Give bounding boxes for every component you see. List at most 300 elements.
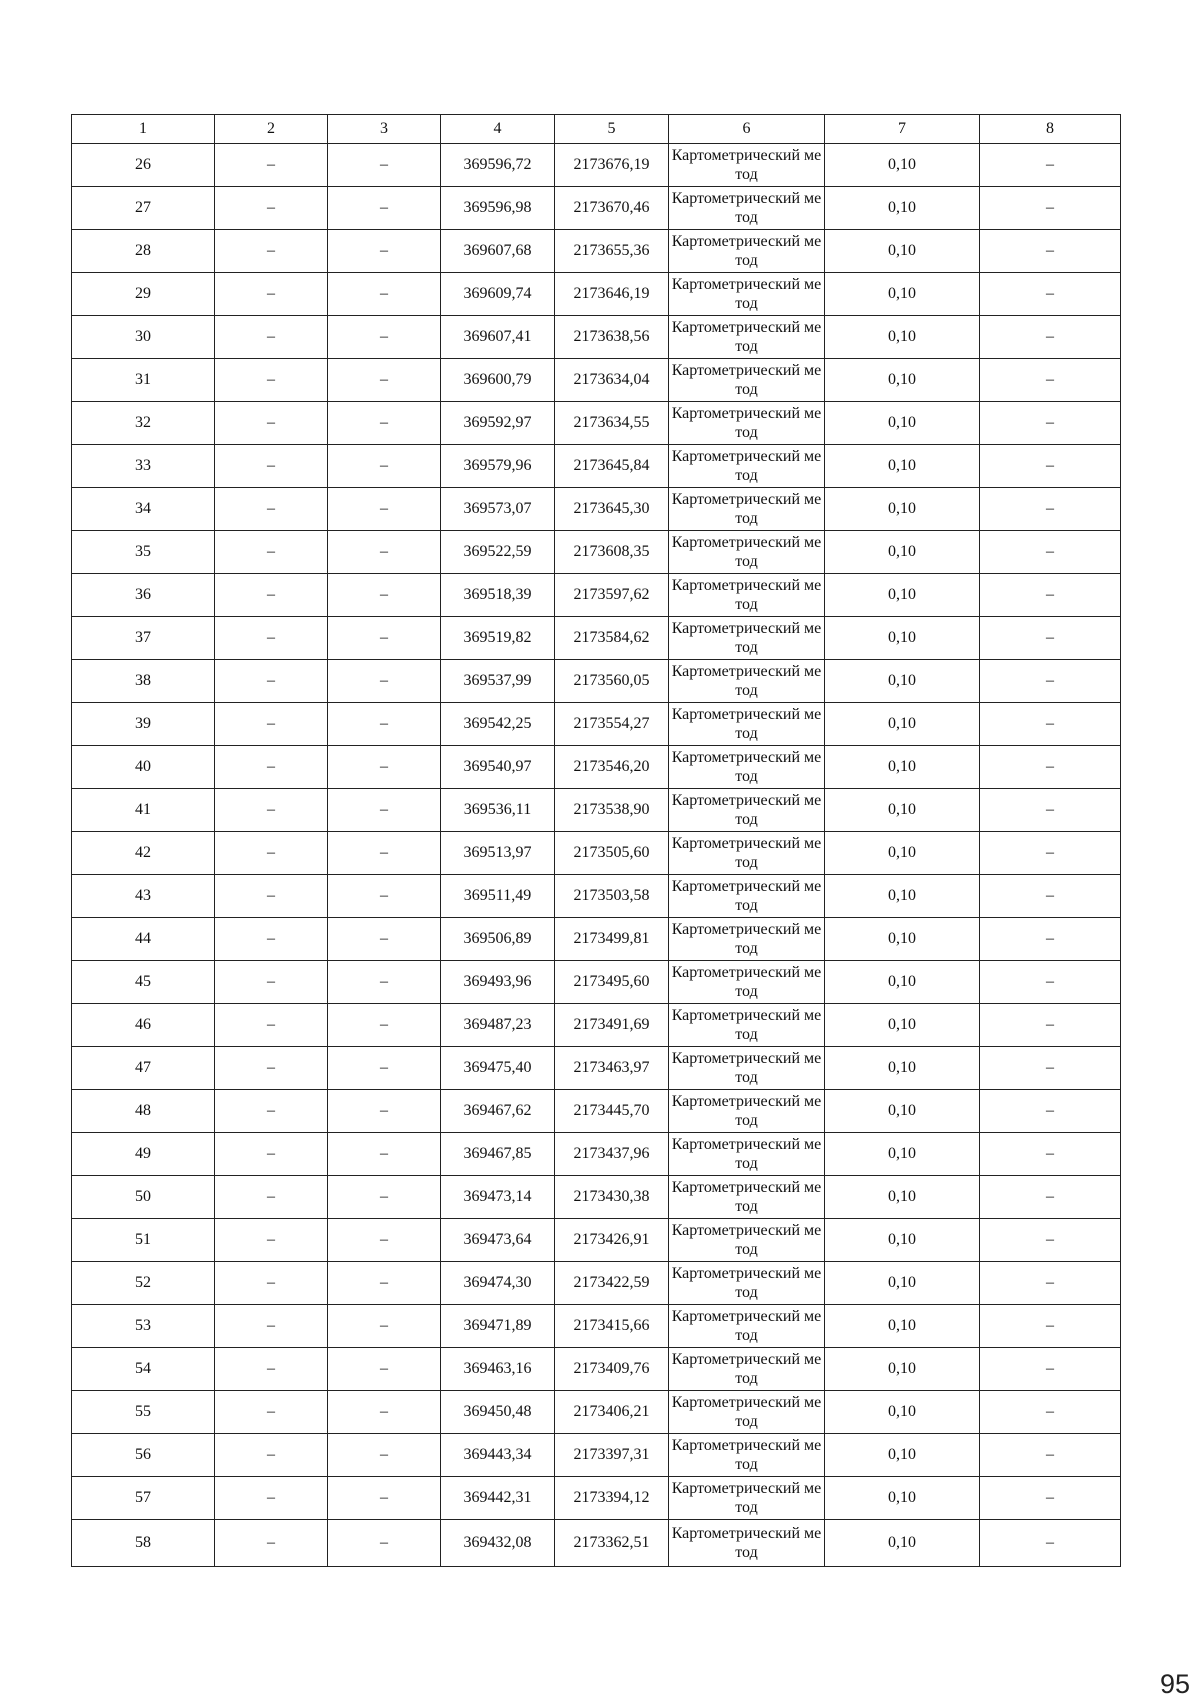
y-coordinate-cell: 2173499,81 (555, 918, 669, 961)
accuracy-cell: 0,10 (825, 875, 980, 918)
col8-value-cell: – (980, 1520, 1121, 1567)
y-coordinate-cell: 2173538,90 (555, 789, 669, 832)
column-header: 3 (328, 115, 441, 144)
col2-value-cell: – (215, 617, 328, 660)
col8-value-cell: – (980, 875, 1121, 918)
x-coordinate-cell: 369536,11 (441, 789, 555, 832)
x-coordinate-cell: 369493,96 (441, 961, 555, 1004)
point-number-cell: 57 (72, 1477, 215, 1520)
column-header: 8 (980, 115, 1121, 144)
method-cell: Картометрический метод (669, 488, 825, 531)
col2-value-cell: – (215, 1176, 328, 1219)
point-number-cell: 51 (72, 1219, 215, 1262)
accuracy-cell: 0,10 (825, 1520, 980, 1567)
col2-value-cell: – (215, 359, 328, 402)
method-cell: Картометрический метод (669, 703, 825, 746)
x-coordinate-cell: 369609,74 (441, 273, 555, 316)
col3-value-cell: – (328, 1176, 441, 1219)
col8-value-cell: – (980, 402, 1121, 445)
col2-value-cell: – (215, 1520, 328, 1567)
col2-value-cell: – (215, 1004, 328, 1047)
x-coordinate-cell: 369467,85 (441, 1133, 555, 1176)
point-number-cell: 42 (72, 832, 215, 875)
header-row (72, 115, 1121, 144)
col8-value-cell: – (980, 1348, 1121, 1391)
col8-value-cell: – (980, 1391, 1121, 1434)
table-row (72, 1133, 1121, 1176)
col8-value-cell: – (980, 144, 1121, 187)
table-row (72, 531, 1121, 574)
method-cell: Картометрический метод (669, 789, 825, 832)
table-row (72, 402, 1121, 445)
col3-value-cell: – (328, 144, 441, 187)
col3-value-cell: – (328, 918, 441, 961)
y-coordinate-cell: 2173409,76 (555, 1348, 669, 1391)
x-coordinate-cell: 369579,96 (441, 445, 555, 488)
point-number-cell: 55 (72, 1391, 215, 1434)
method-cell: Картометрический метод (669, 402, 825, 445)
x-coordinate-cell: 369537,99 (441, 660, 555, 703)
accuracy-cell: 0,10 (825, 488, 980, 531)
method-cell: Картометрический метод (669, 1434, 825, 1477)
col2-value-cell: – (215, 961, 328, 1004)
point-number-cell: 28 (72, 230, 215, 273)
method-cell: Картометрический метод (669, 574, 825, 617)
table-row (72, 617, 1121, 660)
col2-value-cell: – (215, 1477, 328, 1520)
accuracy-cell: 0,10 (825, 1047, 980, 1090)
accuracy-cell: 0,10 (825, 1004, 980, 1047)
x-coordinate-cell: 369511,49 (441, 875, 555, 918)
col3-value-cell: – (328, 273, 441, 316)
x-coordinate-cell: 369475,40 (441, 1047, 555, 1090)
table-row (72, 574, 1121, 617)
table-row (72, 918, 1121, 961)
point-number-cell: 32 (72, 402, 215, 445)
x-coordinate-cell: 369506,89 (441, 918, 555, 961)
col2-value-cell: – (215, 1262, 328, 1305)
y-coordinate-cell: 2173394,12 (555, 1477, 669, 1520)
col2-value-cell: – (215, 789, 328, 832)
table-row (72, 1348, 1121, 1391)
col3-value-cell: – (328, 1348, 441, 1391)
table-row (72, 1520, 1121, 1567)
x-coordinate-cell: 369487,23 (441, 1004, 555, 1047)
table-row (72, 1305, 1121, 1348)
col3-value-cell: – (328, 316, 441, 359)
table-row (72, 1047, 1121, 1090)
y-coordinate-cell: 2173437,96 (555, 1133, 669, 1176)
accuracy-cell: 0,10 (825, 1262, 980, 1305)
y-coordinate-cell: 2173584,62 (555, 617, 669, 660)
table-row (72, 832, 1121, 875)
col8-value-cell: – (980, 703, 1121, 746)
point-number-cell: 58 (72, 1520, 215, 1567)
col3-value-cell: – (328, 488, 441, 531)
y-coordinate-cell: 2173503,58 (555, 875, 669, 918)
y-coordinate-cell: 2173430,38 (555, 1176, 669, 1219)
col2-value-cell: – (215, 273, 328, 316)
point-number-cell: 26 (72, 144, 215, 187)
y-coordinate-cell: 2173445,70 (555, 1090, 669, 1133)
table-row (72, 187, 1121, 230)
col2-value-cell: – (215, 1133, 328, 1176)
col8-value-cell: – (980, 273, 1121, 316)
table-row (72, 144, 1121, 187)
method-cell: Картометрический метод (669, 1477, 825, 1520)
y-coordinate-cell: 2173546,20 (555, 746, 669, 789)
accuracy-cell: 0,10 (825, 1305, 980, 1348)
table-row (72, 1176, 1121, 1219)
point-number-cell: 47 (72, 1047, 215, 1090)
point-number-cell: 54 (72, 1348, 215, 1391)
x-coordinate-cell: 369542,25 (441, 703, 555, 746)
col2-value-cell: – (215, 918, 328, 961)
col3-value-cell: – (328, 359, 441, 402)
y-coordinate-cell: 2173634,04 (555, 359, 669, 402)
col2-value-cell: – (215, 703, 328, 746)
method-cell: Картометрический метод (669, 230, 825, 273)
method-cell: Картометрический метод (669, 1133, 825, 1176)
table-row (72, 1477, 1121, 1520)
y-coordinate-cell: 2173397,31 (555, 1434, 669, 1477)
point-number-cell: 33 (72, 445, 215, 488)
col8-value-cell: – (980, 187, 1121, 230)
col8-value-cell: – (980, 1004, 1121, 1047)
method-cell: Картометрический метод (669, 746, 825, 789)
point-number-cell: 31 (72, 359, 215, 402)
col8-value-cell: – (980, 1176, 1121, 1219)
table-row (72, 961, 1121, 1004)
x-coordinate-cell: 369573,07 (441, 488, 555, 531)
point-number-cell: 52 (72, 1262, 215, 1305)
x-coordinate-cell: 369474,30 (441, 1262, 555, 1305)
col8-value-cell: – (980, 1219, 1121, 1262)
x-coordinate-cell: 369471,89 (441, 1305, 555, 1348)
accuracy-cell: 0,10 (825, 187, 980, 230)
point-number-cell: 50 (72, 1176, 215, 1219)
accuracy-cell: 0,10 (825, 316, 980, 359)
col2-value-cell: – (215, 660, 328, 703)
point-number-cell: 56 (72, 1434, 215, 1477)
table-row (72, 789, 1121, 832)
col3-value-cell: – (328, 1434, 441, 1477)
x-coordinate-cell: 369607,68 (441, 230, 555, 273)
y-coordinate-cell: 2173655,36 (555, 230, 669, 273)
col8-value-cell: – (980, 961, 1121, 1004)
method-cell: Картометрический метод (669, 531, 825, 574)
method-cell: Картометрический метод (669, 1219, 825, 1262)
accuracy-cell: 0,10 (825, 746, 980, 789)
accuracy-cell: 0,10 (825, 789, 980, 832)
accuracy-cell: 0,10 (825, 359, 980, 402)
y-coordinate-cell: 2173463,97 (555, 1047, 669, 1090)
point-number-cell: 45 (72, 961, 215, 1004)
col3-value-cell: – (328, 574, 441, 617)
col2-value-cell: – (215, 445, 328, 488)
x-coordinate-cell: 369518,39 (441, 574, 555, 617)
accuracy-cell: 0,10 (825, 230, 980, 273)
col8-value-cell: – (980, 1133, 1121, 1176)
x-coordinate-cell: 369596,98 (441, 187, 555, 230)
method-cell: Картометрический метод (669, 1090, 825, 1133)
table-row (72, 703, 1121, 746)
col2-value-cell: – (215, 488, 328, 531)
method-cell: Картометрический метод (669, 1305, 825, 1348)
col3-value-cell: – (328, 1391, 441, 1434)
y-coordinate-cell: 2173670,46 (555, 187, 669, 230)
method-cell: Картометрический метод (669, 445, 825, 488)
accuracy-cell: 0,10 (825, 144, 980, 187)
col3-value-cell: – (328, 1090, 441, 1133)
table-row (72, 445, 1121, 488)
point-number-cell: 35 (72, 531, 215, 574)
column-header: 5 (555, 115, 669, 144)
method-cell: Картометрический метод (669, 660, 825, 703)
y-coordinate-cell: 2173560,05 (555, 660, 669, 703)
col3-value-cell: – (328, 1477, 441, 1520)
col2-value-cell: – (215, 746, 328, 789)
column-header: 7 (825, 115, 980, 144)
accuracy-cell: 0,10 (825, 1477, 980, 1520)
y-coordinate-cell: 2173362,51 (555, 1520, 669, 1567)
method-cell: Картометрический метод (669, 617, 825, 660)
x-coordinate-cell: 369513,97 (441, 832, 555, 875)
table-row (72, 488, 1121, 531)
accuracy-cell: 0,10 (825, 961, 980, 1004)
col3-value-cell: – (328, 1004, 441, 1047)
col8-value-cell: – (980, 359, 1121, 402)
x-coordinate-cell: 369607,41 (441, 316, 555, 359)
table-row (72, 1434, 1121, 1477)
col8-value-cell: – (980, 1477, 1121, 1520)
col2-value-cell: – (215, 531, 328, 574)
method-cell: Картометрический метод (669, 961, 825, 1004)
y-coordinate-cell: 2173406,21 (555, 1391, 669, 1434)
accuracy-cell: 0,10 (825, 617, 980, 660)
col2-value-cell: – (215, 1090, 328, 1133)
col3-value-cell: – (328, 187, 441, 230)
x-coordinate-cell: 369432,08 (441, 1520, 555, 1567)
x-coordinate-cell: 369600,79 (441, 359, 555, 402)
accuracy-cell: 0,10 (825, 1434, 980, 1477)
accuracy-cell: 0,10 (825, 1176, 980, 1219)
table-row (72, 660, 1121, 703)
y-coordinate-cell: 2173505,60 (555, 832, 669, 875)
col8-value-cell: – (980, 230, 1121, 273)
y-coordinate-cell: 2173597,62 (555, 574, 669, 617)
col3-value-cell: – (328, 531, 441, 574)
col3-value-cell: – (328, 875, 441, 918)
col2-value-cell: – (215, 1219, 328, 1262)
point-number-cell: 29 (72, 273, 215, 316)
y-coordinate-cell: 2173645,84 (555, 445, 669, 488)
col8-value-cell: – (980, 832, 1121, 875)
col2-value-cell: – (215, 1434, 328, 1477)
y-coordinate-cell: 2173554,27 (555, 703, 669, 746)
col2-value-cell: – (215, 1305, 328, 1348)
col8-value-cell: – (980, 531, 1121, 574)
accuracy-cell: 0,10 (825, 832, 980, 875)
col2-value-cell: – (215, 187, 328, 230)
y-coordinate-cell: 2173634,55 (555, 402, 669, 445)
table-row (72, 875, 1121, 918)
method-cell: Картометрический метод (669, 316, 825, 359)
table-row (72, 316, 1121, 359)
col2-value-cell: – (215, 402, 328, 445)
x-coordinate-cell: 369592,97 (441, 402, 555, 445)
point-number-cell: 43 (72, 875, 215, 918)
col8-value-cell: – (980, 1434, 1121, 1477)
x-coordinate-cell: 369596,72 (441, 144, 555, 187)
col3-value-cell: – (328, 1262, 441, 1305)
y-coordinate-cell: 2173645,30 (555, 488, 669, 531)
col3-value-cell: – (328, 1133, 441, 1176)
method-cell: Картометрический метод (669, 1262, 825, 1305)
col2-value-cell: – (215, 1391, 328, 1434)
point-number-cell: 44 (72, 918, 215, 961)
table-row (72, 1090, 1121, 1133)
col3-value-cell: – (328, 703, 441, 746)
x-coordinate-cell: 369540,97 (441, 746, 555, 789)
col3-value-cell: – (328, 617, 441, 660)
col8-value-cell: – (980, 1262, 1121, 1305)
column-header: 2 (215, 115, 328, 144)
x-coordinate-cell: 369450,48 (441, 1391, 555, 1434)
method-cell: Картометрический метод (669, 273, 825, 316)
accuracy-cell: 0,10 (825, 1090, 980, 1133)
column-header: 4 (441, 115, 555, 144)
col2-value-cell: – (215, 316, 328, 359)
x-coordinate-cell: 369473,14 (441, 1176, 555, 1219)
col3-value-cell: – (328, 1219, 441, 1262)
col8-value-cell: – (980, 1090, 1121, 1133)
table-row (72, 1004, 1121, 1047)
col3-value-cell: – (328, 402, 441, 445)
col2-value-cell: – (215, 1348, 328, 1391)
point-number-cell: 30 (72, 316, 215, 359)
col3-value-cell: – (328, 789, 441, 832)
accuracy-cell: 0,10 (825, 918, 980, 961)
accuracy-cell: 0,10 (825, 1391, 980, 1434)
accuracy-cell: 0,10 (825, 531, 980, 574)
y-coordinate-cell: 2173676,19 (555, 144, 669, 187)
y-coordinate-cell: 2173495,60 (555, 961, 669, 1004)
y-coordinate-cell: 2173426,91 (555, 1219, 669, 1262)
point-number-cell: 36 (72, 574, 215, 617)
method-cell: Картометрический метод (669, 918, 825, 961)
x-coordinate-cell: 369443,34 (441, 1434, 555, 1477)
table-row (72, 746, 1121, 789)
col3-value-cell: – (328, 445, 441, 488)
column-header: 1 (72, 115, 215, 144)
table-row (72, 273, 1121, 316)
accuracy-cell: 0,10 (825, 574, 980, 617)
point-number-cell: 41 (72, 789, 215, 832)
col2-value-cell: – (215, 875, 328, 918)
point-number-cell: 48 (72, 1090, 215, 1133)
col3-value-cell: – (328, 230, 441, 273)
point-number-cell: 27 (72, 187, 215, 230)
point-number-cell: 38 (72, 660, 215, 703)
y-coordinate-cell: 2173422,59 (555, 1262, 669, 1305)
col3-value-cell: – (328, 832, 441, 875)
method-cell: Картометрический метод (669, 359, 825, 402)
point-number-cell: 34 (72, 488, 215, 531)
method-cell: Картометрический метод (669, 1391, 825, 1434)
method-cell: Картометрический метод (669, 1348, 825, 1391)
accuracy-cell: 0,10 (825, 703, 980, 746)
table-row (72, 359, 1121, 402)
method-cell: Картометрический метод (669, 187, 825, 230)
point-number-cell: 39 (72, 703, 215, 746)
x-coordinate-cell: 369442,31 (441, 1477, 555, 1520)
col8-value-cell: – (980, 660, 1121, 703)
table-body (72, 144, 1121, 1567)
accuracy-cell: 0,10 (825, 1133, 980, 1176)
y-coordinate-cell: 2173646,19 (555, 273, 669, 316)
col2-value-cell: – (215, 230, 328, 273)
x-coordinate-cell: 369463,16 (441, 1348, 555, 1391)
accuracy-cell: 0,10 (825, 660, 980, 703)
page-number: 95 (1160, 1669, 1191, 1699)
y-coordinate-cell: 2173608,35 (555, 531, 669, 574)
col8-value-cell: – (980, 1305, 1121, 1348)
accuracy-cell: 0,10 (825, 402, 980, 445)
accuracy-cell: 0,10 (825, 1219, 980, 1262)
table-row (72, 1391, 1121, 1434)
point-number-cell: 40 (72, 746, 215, 789)
x-coordinate-cell: 369467,62 (441, 1090, 555, 1133)
y-coordinate-cell: 2173415,66 (555, 1305, 669, 1348)
col2-value-cell: – (215, 574, 328, 617)
method-cell: Картометрический метод (669, 875, 825, 918)
col8-value-cell: – (980, 789, 1121, 832)
method-cell: Картометрический метод (669, 1176, 825, 1219)
x-coordinate-cell: 369473,64 (441, 1219, 555, 1262)
col3-value-cell: – (328, 1520, 441, 1567)
col8-value-cell: – (980, 488, 1121, 531)
table-row (72, 230, 1121, 273)
accuracy-cell: 0,10 (825, 445, 980, 488)
method-cell: Картометрический метод (669, 1047, 825, 1090)
point-number-cell: 53 (72, 1305, 215, 1348)
col3-value-cell: – (328, 660, 441, 703)
accuracy-cell: 0,10 (825, 1348, 980, 1391)
column-header: 6 (669, 115, 825, 144)
point-number-cell: 37 (72, 617, 215, 660)
col3-value-cell: – (328, 1047, 441, 1090)
table-row (72, 1219, 1121, 1262)
col8-value-cell: – (980, 746, 1121, 789)
col3-value-cell: – (328, 746, 441, 789)
method-cell: Картометрический метод (669, 1004, 825, 1047)
method-cell: Картометрический метод (669, 832, 825, 875)
y-coordinate-cell: 2173638,56 (555, 316, 669, 359)
y-coordinate-cell: 2173491,69 (555, 1004, 669, 1047)
col3-value-cell: – (328, 1305, 441, 1348)
col8-value-cell: – (980, 918, 1121, 961)
accuracy-cell: 0,10 (825, 273, 980, 316)
coordinates-table (71, 114, 1121, 1567)
point-number-cell: 46 (72, 1004, 215, 1047)
col8-value-cell: – (980, 445, 1121, 488)
col8-value-cell: – (980, 1047, 1121, 1090)
method-cell: Картометрический метод (669, 144, 825, 187)
col8-value-cell: – (980, 617, 1121, 660)
col2-value-cell: – (215, 832, 328, 875)
col2-value-cell: – (215, 1047, 328, 1090)
